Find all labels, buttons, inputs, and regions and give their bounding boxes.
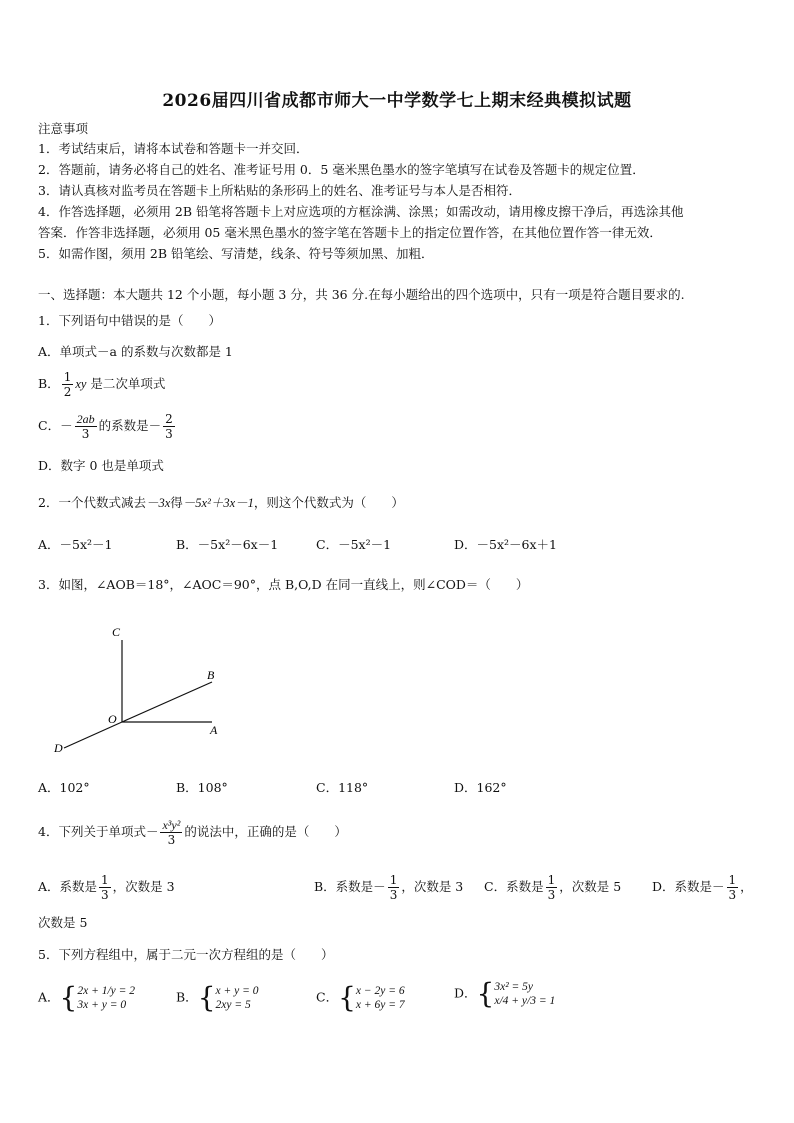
- fraction-denominator: 3: [547, 888, 556, 902]
- fraction-denominator: 3: [167, 833, 176, 847]
- option-label: D．系数是－: [652, 879, 725, 894]
- point-label-o: O: [108, 712, 117, 726]
- option-text: 的系数是－: [98, 418, 162, 433]
- option-label: B．: [176, 989, 198, 1005]
- fraction-numerator: 1: [389, 873, 398, 887]
- question-5-option-b: [176, 981, 259, 1014]
- brace-icon: {: [197, 981, 216, 1014]
- question-3-option-b: B．108°: [176, 780, 228, 795]
- fraction-numerator: 1: [63, 370, 72, 384]
- option-label: C．: [316, 989, 339, 1005]
- fraction-numerator: 2: [165, 412, 173, 426]
- question-2-option-b: B．－5x²－6x－1: [176, 537, 279, 552]
- fraction-numerator: 1: [728, 873, 737, 887]
- stem-text: 2．一个代数式减去: [38, 495, 146, 510]
- angle-figure: [40, 620, 240, 760]
- brace-icon: {: [338, 981, 356, 1014]
- equation: 3x² = 5y: [494, 981, 534, 993]
- notice-item: 答案．作答非选择题，必须用 05 毫米黑色墨水的签字笔在答题卡上的指定位置作答，在其他位置作答一律无效．: [38, 225, 662, 240]
- question-1-option-d: D．数字 0 也是单项式: [38, 458, 164, 473]
- notice-item: 5．如需作图，须用 2B 铅笔绘、写清楚，线条、符号等须加黑、加粗．: [38, 246, 434, 261]
- question-4-option-a: [38, 873, 175, 902]
- option-text: ，次数是 5: [559, 879, 622, 894]
- fraction-denominator: 3: [165, 427, 173, 441]
- notice-heading: 注意事项: [38, 121, 89, 136]
- equation: 2xy = 5: [215, 999, 251, 1011]
- point-label-b: B: [207, 668, 215, 682]
- question-5-option-c: [316, 981, 405, 1014]
- question-5-stem: 5．下列方程组中，属于二元一次方程组的是（ ）: [38, 947, 334, 962]
- equation-system: [77, 984, 135, 1012]
- fraction: [163, 412, 175, 441]
- question-2-option-a: A．－5x²－1: [38, 537, 113, 552]
- question-4-option-c: [484, 873, 621, 902]
- notice-item: 1．考试结束后，请将本试卷和答题卡一并交回．: [38, 141, 309, 156]
- fraction-numerator: 1: [547, 873, 556, 887]
- option-text: ，次数是 3: [112, 879, 175, 894]
- option-label: A．: [38, 989, 60, 1005]
- option-text: ，: [740, 879, 753, 894]
- question-1-option-a: A．单项式－a 的系数与次数都是 1: [38, 344, 233, 359]
- equation: x + 6y = 7: [355, 999, 405, 1011]
- question-3-stem: 3．如图，∠AOB＝18°，∠AOC＝90°，点 B,O,D 在同一直线上，则∠COD＝（ ）: [38, 577, 529, 592]
- option-label: C．－: [38, 418, 73, 433]
- fraction-denominator: 3: [389, 888, 398, 902]
- fraction: [546, 873, 558, 902]
- fraction: [62, 370, 74, 399]
- notice-item: 3．请认真核对监考员在答题卡上所粘贴的条形码上的姓名、准考证号与本人是否相符．: [38, 183, 521, 198]
- notice-item: 2．答题前，请务必将自己的姓名、准考证号用 0．5 毫米黑色墨水的签字笔填写在试卷及答题卡的规定位置．: [38, 162, 645, 177]
- question-2-option-c: C．－5x²－1: [316, 537, 392, 552]
- fraction: [388, 873, 400, 902]
- option-label: D．: [454, 985, 477, 1001]
- brace-icon: {: [476, 977, 495, 1010]
- expression: －5x²＋3x－1: [182, 496, 254, 510]
- equation: x + y = 0: [215, 985, 259, 997]
- fraction-numerator: 1: [101, 873, 109, 887]
- option-label: A．系数是: [38, 879, 98, 894]
- option-text: 是二次单项式: [86, 376, 166, 391]
- question-3-option-d: D．162°: [454, 780, 507, 795]
- question-4-option-d-wrap: 次数是 5: [38, 915, 88, 930]
- fraction-denominator: 3: [101, 888, 109, 902]
- stem-text: 的说法中，正确的是（ ）: [184, 824, 347, 839]
- fraction-denominator: 3: [728, 888, 737, 902]
- question-4-option-d: [652, 873, 753, 902]
- point-label-c: C: [112, 625, 121, 639]
- question-5-option-d: [454, 977, 556, 1010]
- brace-icon: {: [59, 981, 78, 1014]
- question-1-option-b: [38, 370, 165, 399]
- page-title: 2026届四川省成都市师大一中学数学七上期末经典模拟试题: [162, 91, 632, 111]
- question-5-option-a: [38, 981, 136, 1014]
- equation-system: [494, 980, 555, 1008]
- fraction: [99, 873, 111, 902]
- option-label: B．: [38, 376, 60, 391]
- equation: 2x + 1/y = 2: [77, 985, 136, 997]
- option-text: ，次数是 3: [401, 879, 464, 894]
- fraction-denominator: 2: [63, 385, 72, 399]
- question-4-option-b: [314, 873, 463, 902]
- point-label-a: A: [210, 723, 218, 737]
- option-label: C．系数是: [484, 879, 544, 894]
- fraction: [727, 873, 739, 902]
- stem-text: 得: [170, 495, 183, 510]
- question-1-stem: 1．下列语句中错误的是（ ）: [38, 313, 221, 328]
- equation-system: [216, 984, 259, 1012]
- expression: －3x: [145, 496, 171, 510]
- question-1-option-c: [38, 412, 177, 441]
- stem-text: 4．下列关于单项式－: [38, 824, 159, 839]
- equation: x − 2y = 6: [355, 985, 405, 997]
- fraction-denominator: 3: [81, 427, 90, 441]
- question-2-stem: [38, 494, 404, 512]
- stem-text: ，则这个代数式为（ ）: [253, 495, 404, 510]
- question-3-option-a: A．102°: [38, 780, 90, 795]
- section-heading: 一、选择题：本大题共 12 个小题，每小题 3 分，共 36 分.在每小题给出的四个选项中，只有一项是符合题目要求的.: [38, 287, 685, 302]
- equation-system: [356, 984, 405, 1012]
- fraction: [160, 818, 182, 847]
- option-label: B．系数是－: [314, 879, 386, 894]
- question-4-stem: [38, 818, 347, 847]
- notice-item: 4．作答选择题，必须用 2B 铅笔将答题卡上对应选项的方框涂满、涂黑；如需改动，请用橡皮擦干净后，再选涂其他: [38, 204, 684, 219]
- ray-ob: [122, 682, 212, 722]
- equation: x/4 + y/3 = 1: [494, 995, 556, 1007]
- fraction-numerator: x³y²: [162, 818, 181, 832]
- fraction-numerator: 2ab: [76, 412, 95, 426]
- equation: 3x + y = 0: [77, 999, 127, 1011]
- point-label-d: D: [54, 741, 63, 755]
- question-2-option-d: D．－5x²－6x＋1: [454, 537, 557, 552]
- question-3-option-c: C．118°: [316, 780, 369, 795]
- variable: xy: [75, 377, 87, 391]
- fraction: [75, 412, 97, 441]
